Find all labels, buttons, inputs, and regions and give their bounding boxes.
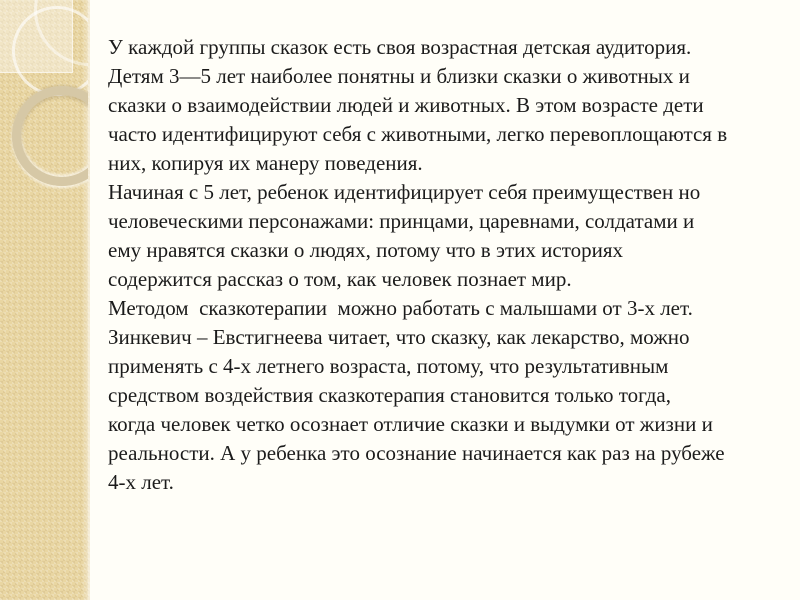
text-line: человеческими персонажами: принцами, царевнами, солдатами и	[108, 209, 695, 233]
text-line: реальности. А у ребенка это осознание начинается как раз на рубеже	[108, 441, 725, 465]
text-line: сказки о взаимодействии людей и животных. В этом возрасте дети	[108, 93, 704, 117]
ring-ornament	[12, 86, 90, 186]
text-line: Начиная с 5 лет, ребенок идентифицирует себя преимуществен но	[108, 180, 701, 204]
text-line: содержится рассказ о том, как человек познает мир.	[108, 267, 572, 291]
text-line: У каждой группы сказок есть своя возрастная детская аудитория.	[108, 35, 692, 59]
text-line: когда человек четко осознает отличие сказки и выдумки от жизни и	[108, 412, 713, 436]
text-line: применять с 4-х летнего возраста, потому, что результативным	[108, 354, 669, 378]
text-line: Зинкевич – Евстигнеева читает, что сказку, как лекарство, можно	[108, 325, 690, 349]
decorative-sidebar	[0, 0, 90, 600]
text-line: часто идентифицируют себя с животными, легко перевоплощаются в	[108, 122, 728, 146]
text-line: Методом сказкотерапии можно работать с малышами от 3-х лет.	[108, 296, 693, 320]
text-line: них, копируя их манеру поведения.	[108, 151, 423, 175]
text-line: 4-х лет.	[108, 470, 174, 494]
text-line: Детям 3—5 лет наиболее понятны и близки сказки о животных и	[108, 64, 690, 88]
text-line: средством воздействия сказкотерапия становится только тогда,	[108, 383, 671, 407]
slide-text-block	[108, 33, 782, 497]
text-line: ему нравятся сказки о людях, потому что в этих историях	[108, 238, 624, 262]
